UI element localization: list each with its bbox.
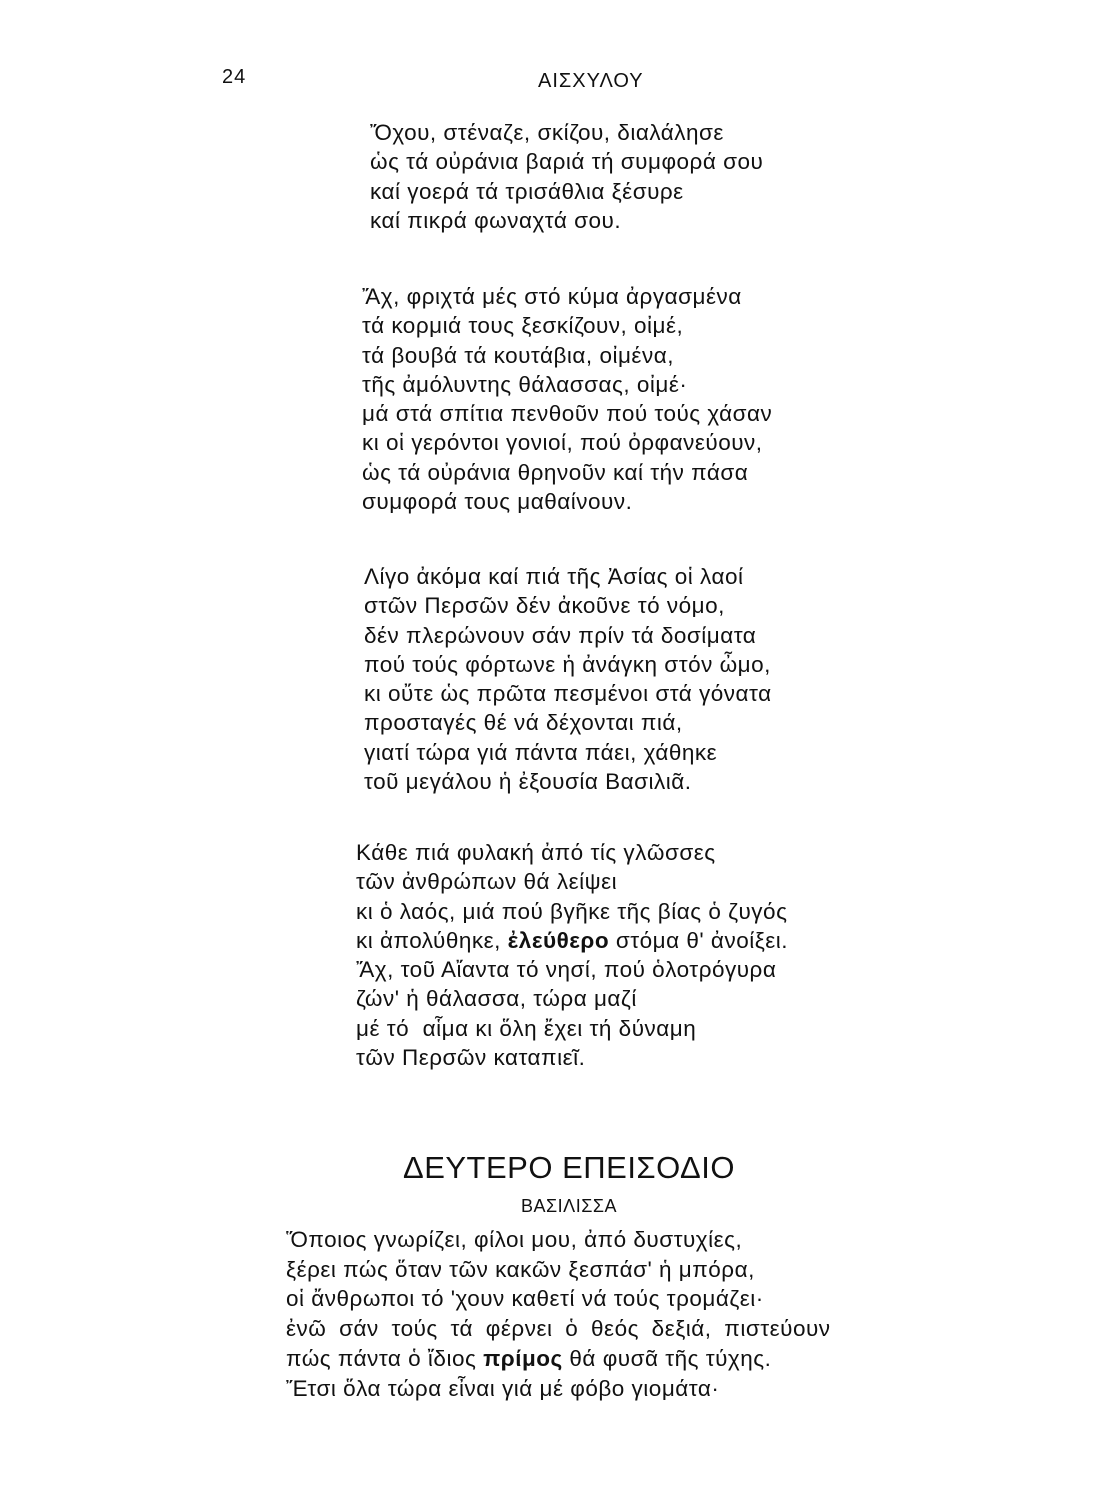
verse-line: μέ τό αἷμα κι ὅλη ἔχει τή δύναμη <box>356 1015 697 1041</box>
episode-title: ΔΕΥΤΕΡΟ ΕΠΕΙΣΟΔΙΟ <box>403 1150 735 1185</box>
verse-text: πώς πάντα ὁ ἴδιος <box>286 1345 484 1371</box>
verse-line: κι οὔτε ὡς πρῶτα πεσμένοι στά γόνατα <box>364 681 772 707</box>
page-number: 24 <box>222 66 247 88</box>
verse-line <box>286 1344 831 1374</box>
verse-line: Ἄχ, τοῦ Αἴαντα τό νησί, πού ὁλοτρόγυρα <box>356 957 777 983</box>
verse-line: τῶν ἀνθρώπων θά λείψει <box>356 869 618 895</box>
verse-line: τά βουβά τά κουτάβια, οἰμένα, <box>362 342 674 368</box>
verse-text: κι ἀπολύθηκε, <box>356 927 508 953</box>
verse-line: τά κορμιά τους ξεσκίζουν, οἰμέ, <box>362 313 684 339</box>
verse-line: ὡς τά οὐράνια θρηνοῦν καί τήν πάσα <box>362 459 749 485</box>
verse-line: τῆς ἀμόλυντης θάλασσας, οἰμέ· <box>362 371 688 397</box>
stanza <box>362 282 772 516</box>
verse-line: Λίγο ἀκόμα καί πιά τῆς Ἀσίας οἱ λαοί <box>364 564 744 589</box>
running-title: ΑΙΣΧΥΛΟΥ <box>538 70 644 92</box>
stanza <box>356 838 788 1072</box>
verse-line: συμφορά τους μαθαίνουν. <box>362 489 633 515</box>
verse-line: στῶν Περσῶν δέν ἀκοῦνε τό νόμο, <box>364 593 725 619</box>
verse-line <box>356 926 788 955</box>
verse-line: ἐνῶ σάν τούς τά φέρνει ὁ θεός δεξιά, πιστεύουν <box>286 1316 831 1342</box>
verse-line: Κάθε πιά φυλακή ἀπό τίς γλῶσσες <box>356 840 716 865</box>
verse-line: καί γοερά τά τρισάθλια ξέσυρε <box>370 178 684 204</box>
verse-text: στόμα θ' ἀνοίξει. <box>609 927 789 953</box>
speaker-name: ΒΑΣΙΛΙΣΣΑ <box>521 1196 617 1216</box>
verse-line: Ὄχου, στέναζε, σκίζου, διαλάλησε <box>370 120 724 145</box>
verse-line: Ἄχ, φριχτά μές στό κύμα ἀργασμένα <box>362 284 742 309</box>
verse-line: γιατί τώρα γιά πάντα πάει, χάθηκε <box>364 739 718 765</box>
verse-line: κι οἱ γερόντοι γονιοί, πού ὀρφανεύουν, <box>362 430 763 456</box>
verse-line: τοῦ μεγάλου ἡ ἐξουσία Βασιλιᾶ. <box>364 769 692 795</box>
stanza <box>370 118 763 235</box>
emphasis-word: πρίμος <box>483 1345 563 1371</box>
verse-line: ζών' ἡ θάλασσα, τώρα μαζί <box>356 986 637 1012</box>
verse-line: ὡς τά οὐράνια βαριά τή συμφορά σου <box>370 149 764 175</box>
verse-line: πού τούς φόρτωνε ἡ ἀνάγκη στόν ὦμο, <box>364 651 771 677</box>
verse-line: δέν πλερώνουν σάν πρίν τά δοσίματα <box>364 622 757 648</box>
verse-line: οἱ ἄνθρωποι τό 'χουν καθετί νά τούς τρομάζει· <box>286 1286 764 1312</box>
verse-line: κι ὁ λαός, μιά πού βγῆκε τῆς βίας ὁ ζυγός <box>356 898 788 924</box>
stanza <box>364 562 772 796</box>
verse-line: Ὅποιος γνωρίζει, φίλοι μου, ἀπό δυστυχίες, <box>286 1227 743 1252</box>
verse-line: τῶν Περσῶν καταπιεῖ. <box>356 1045 586 1071</box>
verse-text: θά φυσᾶ τῆς τύχης. <box>562 1345 772 1371</box>
verse-line: ξέρει πώς ὅταν τῶν κακῶν ξεσπάσ' ἡ μπόρα, <box>286 1256 755 1282</box>
verse-line: μά στά σπίτια πενθοῦν πού τούς χάσαν <box>362 401 773 427</box>
verse-line: καί πικρά φωναχτά σου. <box>370 207 622 233</box>
speech <box>286 1225 831 1403</box>
verse-line: προσταγές θέ νά δέχονται πιά, <box>364 710 683 736</box>
verse-line: Ἔτσι ὅλα τώρα εἶναι γιά μέ φόβο γιομάτα· <box>286 1375 720 1401</box>
emphasis-word: ἐλεύθερο <box>507 927 610 953</box>
